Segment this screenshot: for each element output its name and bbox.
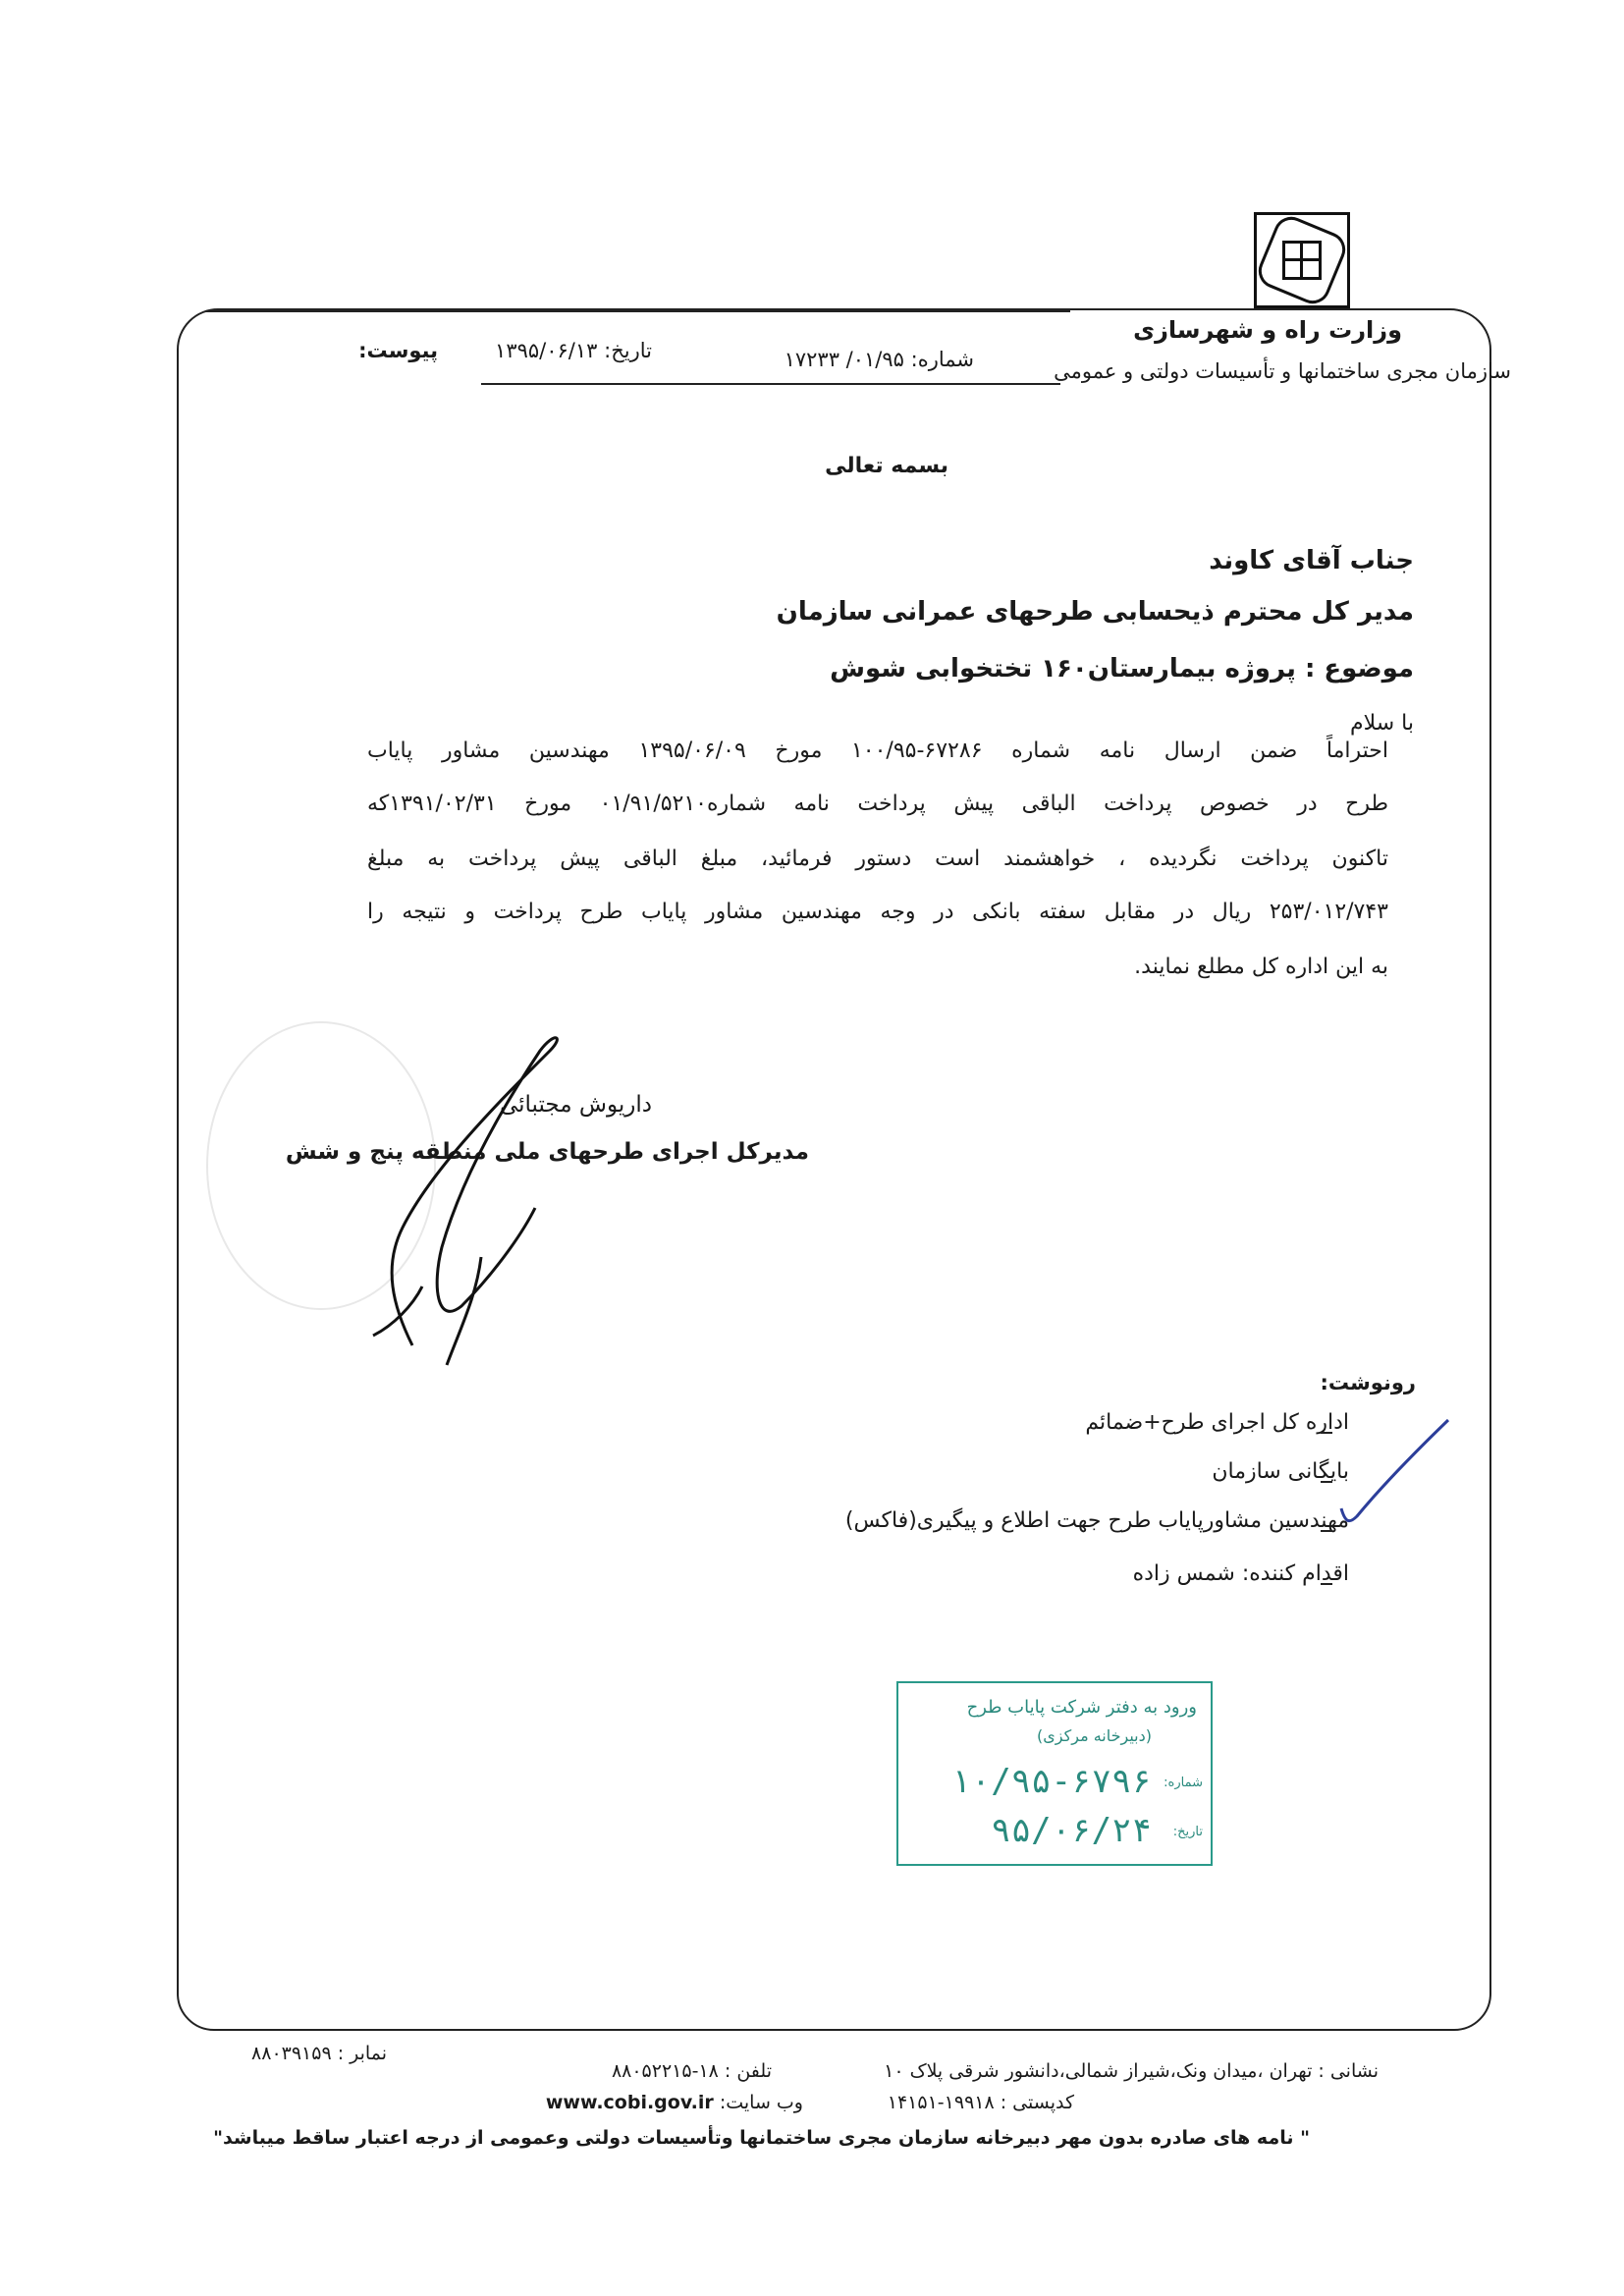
cc-dash-2 — [1321, 1481, 1332, 1483]
footer-website — [546, 2092, 803, 2113]
body-line-2: طرح در خصوص پرداخت الباقی پیش پرداخت نامه شماره۰۱/۹۱/۵۲۱۰ مورخ ۱۳۹۱/۰۲/۳۱که — [367, 792, 1388, 816]
receipt-stamp — [896, 1681, 1213, 1866]
footer-address: نشانی : تهران ،میدان ونک،شیراز شمالی،دانشور شرقی پلاک ۱۰ — [884, 2060, 1379, 2082]
signatory-name: داریوش مجتبائی — [499, 1092, 652, 1118]
body-line-1: احتراماً ضمن ارسال نامه شماره ۶۷۲۸۶-۱۰۰/۹۵ مورخ ۱۳۹۵/۰۶/۰۹ مهندسین مشاور پایاب — [367, 738, 1388, 763]
stamp-date-label: تاریخ: — [1172, 1825, 1203, 1839]
addressee-title: مدیر کل محترم ذیحسابی طرحهای عمرانی سازمان — [776, 597, 1414, 627]
cc-item-4: اقدام کننده: شمس زاده — [1132, 1561, 1349, 1586]
website-link[interactable]: www.cobi.gov.ir — [545, 2092, 714, 2113]
meta-underline — [481, 383, 1060, 385]
attachment-label: پیوست: — [358, 339, 438, 362]
header-line — [206, 310, 1070, 312]
body-line-4: ۲۵۳/۰۱۲/۷۴۳ ریال در مقابل سفته بانکی در وجه مهندسین مشاور پایاب طرح پرداخت و نتیجه را — [367, 900, 1388, 924]
ministry-logo-icon — [1254, 212, 1350, 308]
cc-dash-4 — [1321, 1583, 1332, 1585]
cc-item-3: مهندسین مشاورپایاب طرح جهت اطلاع و پیگیری(فاکس) — [844, 1508, 1349, 1533]
addressee-name: جناب آقای کاوند — [1209, 546, 1414, 575]
stamp-subtitle: (دبیرخانه مرکزی) — [1037, 1726, 1152, 1745]
stamp-number-label: شماره: — [1164, 1776, 1203, 1790]
signatory-title: مدیرکل اجرای طرحهای ملی منطقه پنج و شش — [285, 1139, 809, 1165]
basmala: بسمه تعالی — [825, 454, 948, 478]
cc-dash-1 — [1321, 1432, 1332, 1434]
letter-subject: موضوع : پروژه بیمارستان۱۶۰ تختخوابی شوش — [830, 654, 1414, 683]
cc-item-1: اداره کل اجرای طرح+ضمائم — [1085, 1410, 1349, 1435]
footer-disclaimer: " نامه های صادره بدون مهر دبیرخانه سازمان مجری ساختمانها وتأسیسات دولتی وعمومی از درجه اعتبار ساقط میباشد" — [213, 2127, 1310, 2149]
cc-item-2: بایگانی سازمان — [1212, 1459, 1349, 1484]
website-label: وب سایت: — [719, 2092, 803, 2113]
footer-phone: تلفن : ۱۸-۸۸۰۵۲۲۱۵ — [611, 2060, 772, 2082]
stamp-date: ۹۵/۰۶/۲۴ — [991, 1811, 1152, 1850]
body-line-3: تاکنون پرداخت نگردیده ، خواهشمند است دستور فرمائید، مبلغ الباقی پیش پرداخت به مبلغ — [367, 847, 1388, 871]
handwritten-signature — [353, 1011, 589, 1385]
letter-number: شماره: ۰۱/۹۵/ ۱۷۲۳۳ — [784, 348, 974, 371]
ministry-name: وزارت راه و شهرسازی — [1133, 316, 1402, 344]
greeting: با سلام — [1349, 711, 1414, 736]
cc-dash-3 — [1321, 1530, 1332, 1532]
stamp-title: ورود به دفتر شرکت پایاب طرح — [966, 1697, 1197, 1718]
check-mark-icon — [1335, 1414, 1453, 1532]
organization-name: سازمان مجری ساختمانها و تأسیسات دولتی و عمومی — [1054, 359, 1511, 383]
body-line-5: به این اداره کل مطلع نمایند. — [1134, 955, 1388, 979]
cc-label: رونوشت: — [1320, 1371, 1416, 1394]
letter-date: تاریخ: ۱۳۹۵/۰۶/۱۳ — [495, 339, 652, 362]
footer-fax: نمابر : ۸۸۰۳۹۱۵۹ — [251, 2043, 387, 2064]
stamp-number: ۱۰/۹۵-۶۷۹۶ — [950, 1762, 1152, 1801]
footer-postal: کدپستی : ۱۹۹۱۸-۱۴۱۵۱ — [887, 2092, 1074, 2113]
